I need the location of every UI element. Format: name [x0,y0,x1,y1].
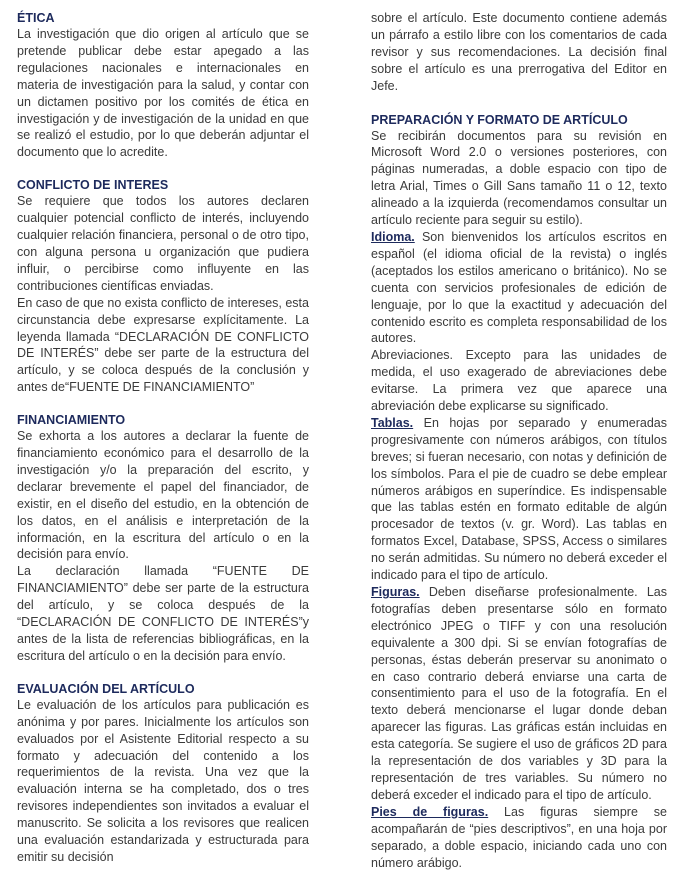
right-column [371,10,667,871]
paragraph-pies [371,804,667,872]
section-conflicto [17,177,309,396]
paragraph: En caso de que no exista conflicto de intereses, esta circunstancia debe expresarse explícitamente. La leyenda llamada “DECLARACIÓN DE CONFLICTO DE INTERÉS” debe ser parte de la estructura del artículo, y se coloca después de la conclusión y antes de“FUENTE DE FINANCIAMIENTO” [17,295,309,395]
left-column [17,10,309,882]
heading-preparacion: PREPARACIÓN Y FORMATO DE ARTÍCULO [371,112,628,127]
paragraph: Se exhorta a los autores a declarar la fuente de financiamiento económico para el desarrollo de la investigación y/o la preparación del escrito, y declarar brevemente el papel del financiador, de existir, en el diseño del estudio, en la obtención de los datos, en el análisis e interpretación de la información, en la escritura del artículo o en la decisión para envío. [17,429,309,562]
paragraph-figuras [371,584,667,804]
paragraph-tablas [371,415,667,584]
label-tablas: Tablas. [371,415,414,430]
label-idioma: Idioma. [371,229,415,244]
text-tablas: En hojas por separado y enumeradas progresivamente con números arábigos, con títulos breves; si fueran necesario, con notas y definición de los símbolos. Para el pie de cuadro se debe emplear números arábigos en superíndice. Es indispensable que las tablas estén en formato editable de algún procesador de textos (v. gr. Word). Las tablas en formatos Excel, Database, SPSS, Access o similares no serán admitidas. Su número no deberá exceder el indicado para el tipo de artículo. [371,415,667,583]
section-financiamiento [17,412,309,665]
paragraph: Se requiere que todos los autores declaren cualquier potencial conflicto de interés, incluyendo cualquier relación financiera, personal o de otro tipo, con alguna persona u organización que pudiera influir, o percibirse como influyente en las contribuciones científicas enviadas. [17,194,309,293]
paragraph: Se recibirán documentos para su revisión en Microsoft Word 2.0 o versiones posteriores, con páginas numeradas, a doble espacio con tipo de letra Arial, Times o Gill Sans tamaño 11 o 12, texto alineado a la izquierda (recomendamos consultar un artículo reciente para seguir su estilo). [371,128,667,228]
label-figuras: Figuras. [371,585,420,599]
section-etica [17,10,309,161]
paragraph: La investigación que dio origen al artículo que se pretende publicar debe estar apegado a las regulaciones nacionales e internacionales en materia de investigación para la salud, y contar con un dictamen positivo por los comités de ética en investigación y de investigación de la unidad en que se realizó el estudio, por lo que deberán adjuntar el documento que lo acredite. [17,27,309,160]
paragraph-continuation: sobre el artículo. Este documento contiene además un párrafo a estilo libre con los comentarios de cada revisor y sus recomendaciones. La decisión final sobre el artículo es una prerrogativa del Editor en Jefe. [371,11,667,93]
text-pies: Las figuras siempre se acompañarán de “pies descriptivos”, en una hoja por separado, a doble espacio, iniciando cada uno con número arábigo. [371,804,667,870]
text-idioma: Son bienvenidos los artículos escritos en español (el idioma oficial de la revista) o inglés (aceptados los estilos americano o británico). No se cuenta con servicios profesionales de edición de lenguaje, por lo que la exactitud y adecuación del contenido escrito es completa responsabilidad de los autores. [371,229,667,346]
paragraph: La declaración llamada “FUENTE DE FINANCIAMIENTO” debe ser parte de la estructura del artículo, y se coloca después de la “DECLARACIÓN DE CONFLICTO DE INTERÉS”y antes de la lista de referencias bibliográficas, en la escritura del artículo o en la decisión para envío. [17,564,309,663]
heading-conflicto: CONFLICTO DE INTERES [17,178,169,193]
paragraph-abreviaciones: Abreviaciones. Excepto para las unidades de medida, el uso exagerado de abreviaciones debe evitarse. La primera vez que aparece una abreviación debe explicarse su significado. [371,348,667,414]
text-figuras: Deben diseñarse profesionalmente. Las fotografías deben presentarse sólo en formato electrónico JPEG o TIFF y con una resolución equivalente a 300 dpi. Si se envían fotografías de personas, éstas deberán preservar su anonimato o en caso contrario deberá enviarse una carta de consentimiento para el uso de la fotografía. En el texto deberá mencionarse el lugar donde deban aparecer las figuras. Las gráficas están incluidas en esta categoría. Se sugiere el uso de gráficos 2D para la representación de dos variables y 3D para la representación de tres variables. Su número no deberá exceder el indicado para el tipo de artículo. [371,585,667,802]
section-evaluacion [17,681,309,866]
heading-financiamiento: FINANCIAMIENTO [17,413,126,428]
paragraph: Le evaluación de los artículos para publicación es anónima y por pares. Inicialmente los artículos son evaluados por el Asistente Editorial respecto a su formato y adecuación del contenido a los requerimientos de la revista. Una vez que la evaluación interna se ha completado, dos o tres revisores independientes son invitados a evaluar el manuscrito. Se solicita a los revisores que realicen una evaluación estandarizada y estructurada para emitir su decisión [17,697,309,864]
paragraph-idioma [371,229,667,347]
heading-evaluacion: EVALUACIÓN DEL ARTÍCULO [17,681,195,696]
label-pies: Pies de figuras. [371,804,489,819]
heading-etica: ÉTICA [17,11,55,25]
